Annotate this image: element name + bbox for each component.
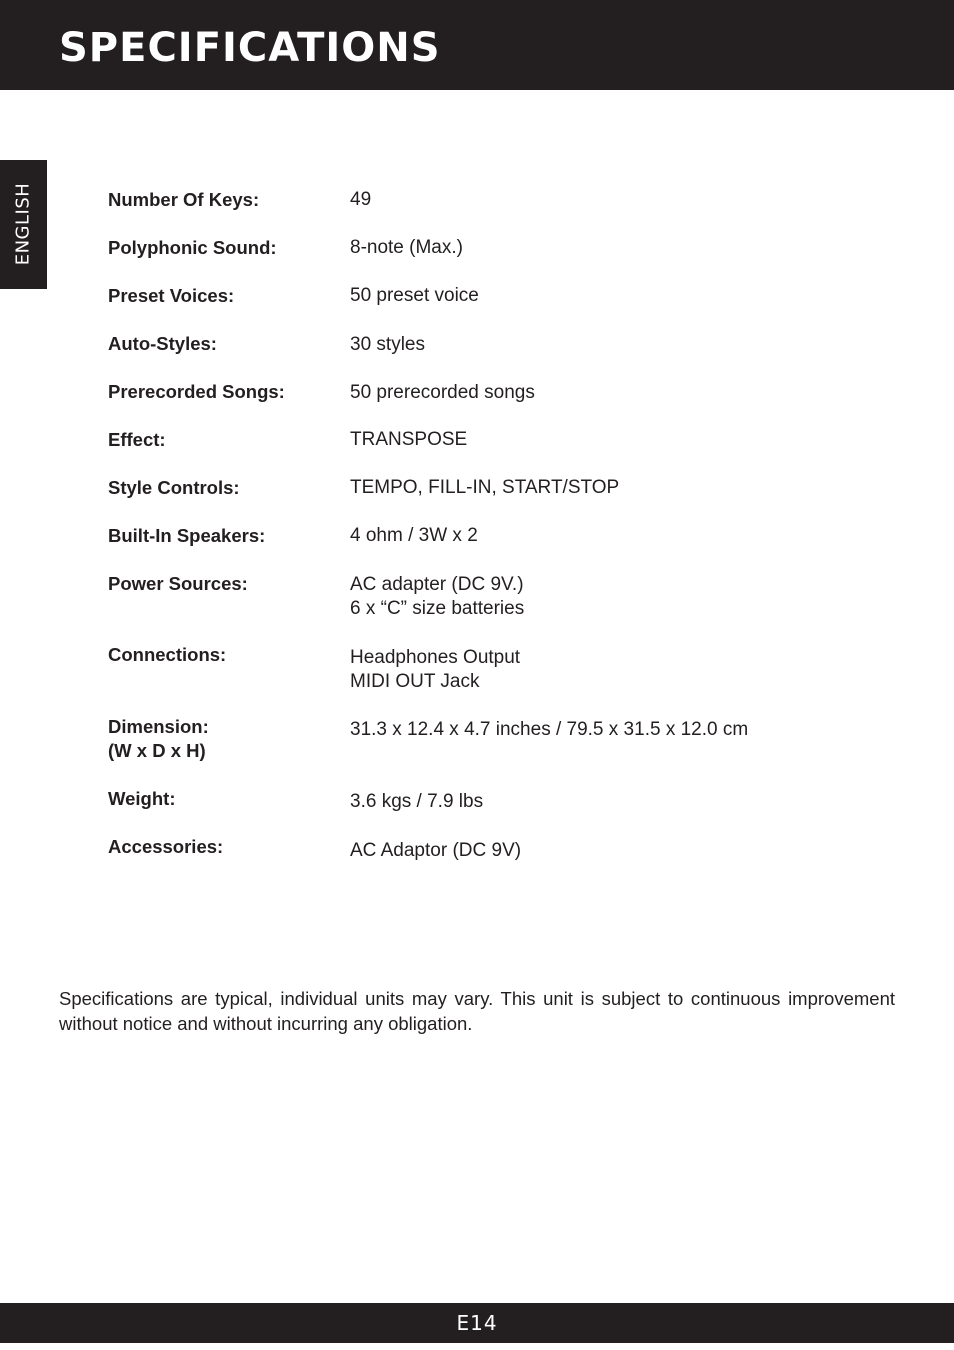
spec-label: Accessories: [108, 836, 224, 857]
spec-value: 30 styles [350, 334, 425, 355]
spec-value: TEMPO, FILL-IN, START/STOP [350, 477, 620, 498]
spec-value: AC adapter (DC 9V.) 6 x “C” size batteries [350, 574, 525, 619]
spec-row-polyphony [108, 236, 908, 284]
spec-label: Power Sources: [108, 573, 248, 594]
language-tab [0, 160, 47, 289]
spec-label: Polyphonic Sound: [108, 237, 277, 258]
footer-bar [0, 1303, 954, 1343]
spec-row-dimension [108, 715, 908, 787]
disclaimer-text: Specifications are typical, individual units may vary. This unit is subject to continuous improvement without notice and without incurring any obligation. [59, 988, 895, 1034]
page-title: SPECIFICATIONS [59, 25, 441, 71]
spec-value: AC Adaptor (DC 9V) [350, 840, 522, 861]
spec-label: Auto-Styles: [108, 333, 217, 354]
spec-row-weight [108, 787, 908, 835]
spec-label: Connections: [108, 644, 227, 665]
spec-row-power [108, 572, 908, 643]
spec-row-voices [108, 284, 908, 332]
spec-value: 8-note (Max.) [350, 237, 463, 258]
spec-row-accessories [108, 835, 908, 883]
spec-label: Dimension: (W x D x H) [108, 716, 209, 761]
spec-value: 4 ohm / 3W x 2 [350, 525, 478, 546]
spec-row-connections [108, 643, 908, 715]
spec-label: Style Controls: [108, 477, 240, 498]
spec-value: 50 preset voice [350, 285, 479, 306]
spec-row-speakers [108, 524, 908, 572]
spec-label: Preset Voices: [108, 285, 235, 306]
spec-value: 3.6 kgs / 7.9 lbs [350, 791, 484, 812]
spec-label: Prerecorded Songs: [108, 381, 285, 402]
spec-value: Headphones Output MIDI OUT Jack [350, 647, 521, 692]
spec-value: 31.3 x 12.4 x 4.7 inches / 79.5 x 31.5 x 12.0 cm [350, 719, 749, 740]
spec-label: Effect: [108, 429, 166, 450]
spec-row-auto-styles [108, 332, 908, 380]
language-label: ENGLISH [12, 182, 34, 266]
spec-value: TRANSPOSE [350, 429, 468, 450]
spec-label: Built-In Speakers: [108, 525, 266, 546]
spec-value: 50 prerecorded songs [350, 382, 535, 403]
spec-row-style-controls [108, 476, 908, 524]
spec-label: Weight: [108, 788, 176, 809]
page-number: E14 [456, 1311, 498, 1335]
spec-value: 49 [350, 189, 372, 210]
spec-row-keys [108, 188, 908, 236]
spec-label: Number Of Keys: [108, 189, 260, 210]
spec-table [108, 188, 908, 883]
header-bar [0, 0, 954, 90]
spec-row-songs [108, 380, 908, 428]
spec-row-effect [108, 428, 908, 476]
